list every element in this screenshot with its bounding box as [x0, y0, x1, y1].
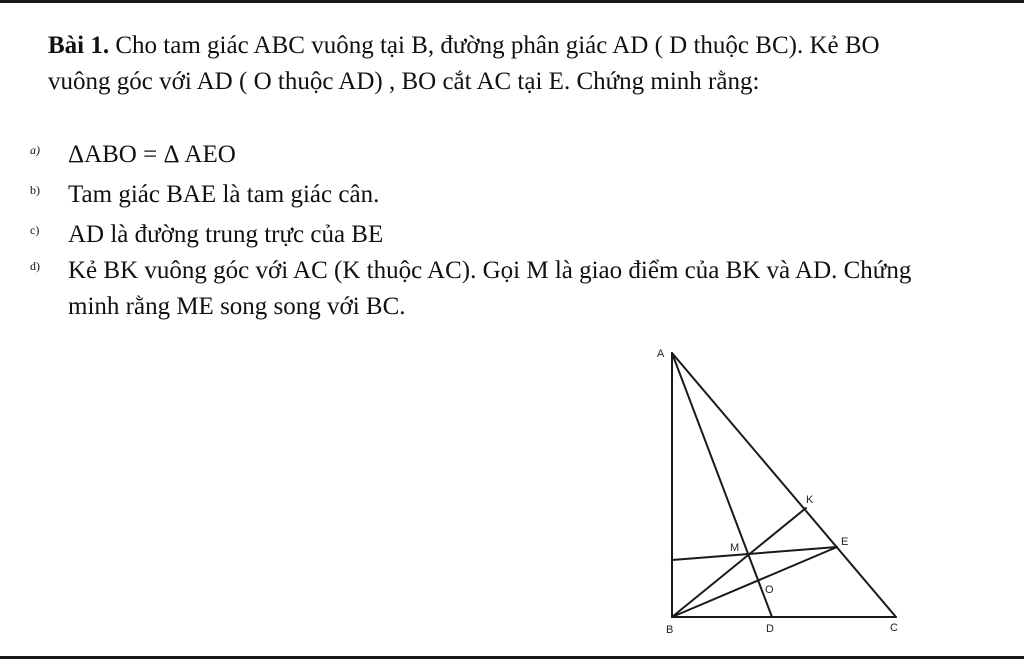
label-k: K: [806, 494, 814, 506]
item-marker: c): [30, 223, 40, 237]
item-marker: a): [30, 143, 40, 157]
problem-title: Bài 1.: [48, 32, 110, 59]
problem-text: Cho tam giác ABC vuông tại B, đường phân giác AD ( D thuộc BC). Kẻ BO vuông góc với AD ( O thuộc AD) , BO cắt AC tại E. Chứng minh rằng:: [48, 32, 880, 95]
geometry-figure: [640, 338, 920, 638]
label-b: B: [666, 624, 674, 636]
item-text: Kẻ BK vuông góc với AC (K thuộc AC). Gọi M là giao điểm của BK và AD. Chứng minh rằng ME song song với BC.: [68, 257, 912, 320]
item-text: AD là đường trung trực của BE: [68, 221, 384, 248]
bottom-border: [0, 656, 1024, 659]
label-m: M: [730, 542, 740, 554]
problem-statement: [48, 28, 908, 100]
item-marker: b): [30, 183, 40, 197]
label-d: D: [766, 623, 774, 635]
label-a: A: [657, 348, 665, 360]
item-text: Tam giác BAE là tam giác cân.: [68, 181, 380, 208]
segment-bk: [672, 508, 806, 617]
item-text: ΔABO = Δ AEO: [68, 141, 236, 168]
label-e: E: [841, 536, 849, 548]
label-o: O: [765, 584, 774, 596]
top-border: [0, 0, 1024, 3]
segment-ac: [672, 353, 896, 617]
item-marker: d): [30, 259, 40, 273]
label-c: C: [890, 622, 898, 634]
